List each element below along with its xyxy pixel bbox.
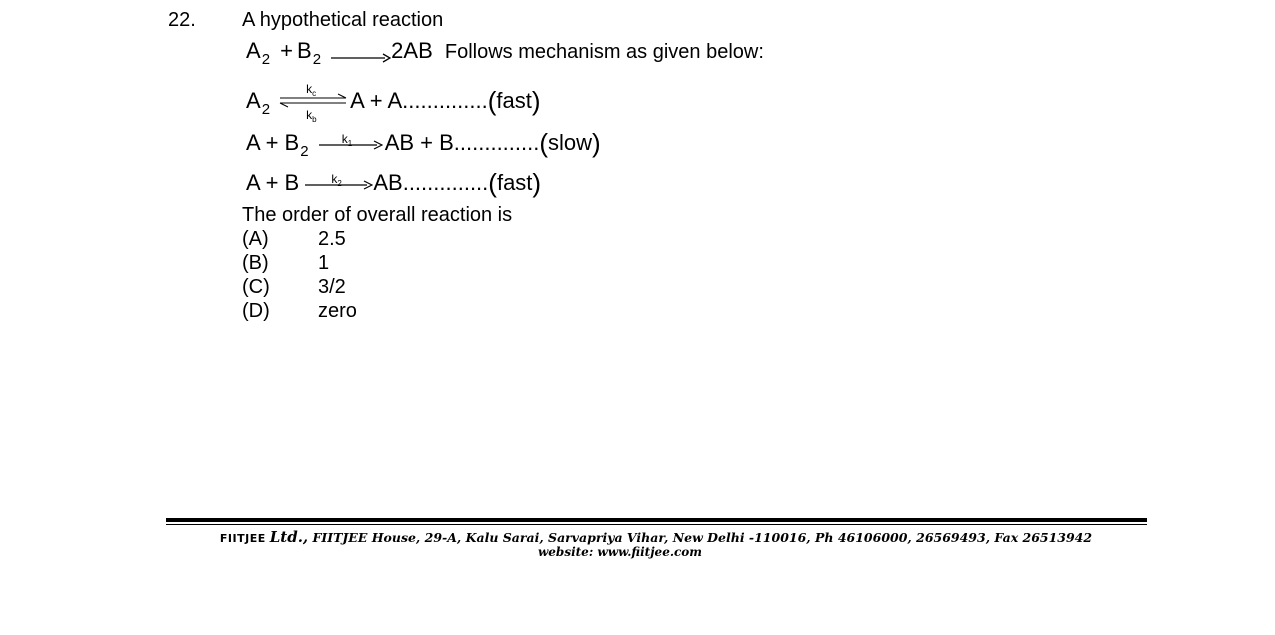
mechanism-step-1: $A_2$ $k_c$ $k_b$ A + A..............(fast) [246,82,541,122]
footer-address-line [0,530,1275,546]
footer-rule-thick [166,518,1147,522]
step-2-dots: .............. [453,129,540,155]
question-prompt: The order of overall reaction is [242,204,513,226]
step-3-product: AB [373,169,403,195]
option-d-text: zero [318,300,357,322]
option-c-label: (C) [242,276,270,298]
step-2-reactants: A + B [246,129,300,155]
overall-reaction [246,38,764,67]
footer-rule-thin [166,524,1147,525]
step-2-reactant-subscript: 2 [300,142,309,160]
reactant-b: B [297,38,312,63]
step-2-rate: slow [548,129,593,155]
step-1-reactant-subscript: 2 [261,100,271,118]
option-b-label: (B) [242,252,269,274]
mechanism-step-2: $A + B_2$ $k_1$ AB + B..............(slow) [246,127,601,160]
product: 2AB [391,38,433,63]
step-3-reactants: A + B [246,169,300,195]
option-d-label: (D) [242,300,270,322]
step-1-products: A + A [350,87,403,113]
rate-constant-kc: $k_c$ [306,82,317,98]
option-a-text: 2.5 [318,228,346,250]
step-2-products: AB + B [384,129,454,155]
reaction-arrow-k1-icon [317,129,383,159]
plus-sign: + [280,38,294,63]
reactant-a: A [246,38,261,63]
option-d[interactable] [242,299,357,323]
option-a[interactable] [242,227,346,251]
reaction-arrow-icon [331,45,391,59]
option-a-label: (A) [242,228,269,250]
step-1-rate: fast [496,87,532,113]
overall-trailing-text: Follows mechanism as given below: [444,41,764,63]
footer-address: FIITJEE House, 29-A, Kalu Sarai, Sarvapriya Vihar, New Delhi -110016, Ph 46106000, 26569493, Fax 26513942 [312,530,1093,545]
rate-constant-k1: $k_1$ [341,132,353,148]
reactant-a-subscript: 2 [261,51,271,68]
step-3-dots: .............. [402,169,489,195]
option-c-text: 3/2 [318,276,346,298]
step-1-reactant: A [246,87,261,113]
footer-website[interactable]: website: www.fiitjee.com [537,545,703,559]
footer-ltd: Ltd., [269,528,309,546]
option-c[interactable] [242,275,346,299]
fiitjee-logo: FIITJEE [219,532,266,545]
mechanism-step-3: A + B $k_2$ AB..............(fast) [246,167,542,198]
rate-constant-k2: $k_2$ [331,172,342,188]
question-number: 22. [168,9,196,31]
equilibrium-arrow-icon [278,82,348,122]
step-1-dots: .............. [402,87,488,113]
rate-constant-kb: $k_b$ [306,108,317,124]
step-3-rate: fast [496,169,533,195]
reaction-arrow-k2-icon [303,169,373,199]
question-intro: A hypothetical reaction [242,9,444,31]
option-b[interactable] [242,251,329,275]
reactant-b-subscript: 2 [312,51,322,68]
option-b-text: 1 [318,252,330,274]
